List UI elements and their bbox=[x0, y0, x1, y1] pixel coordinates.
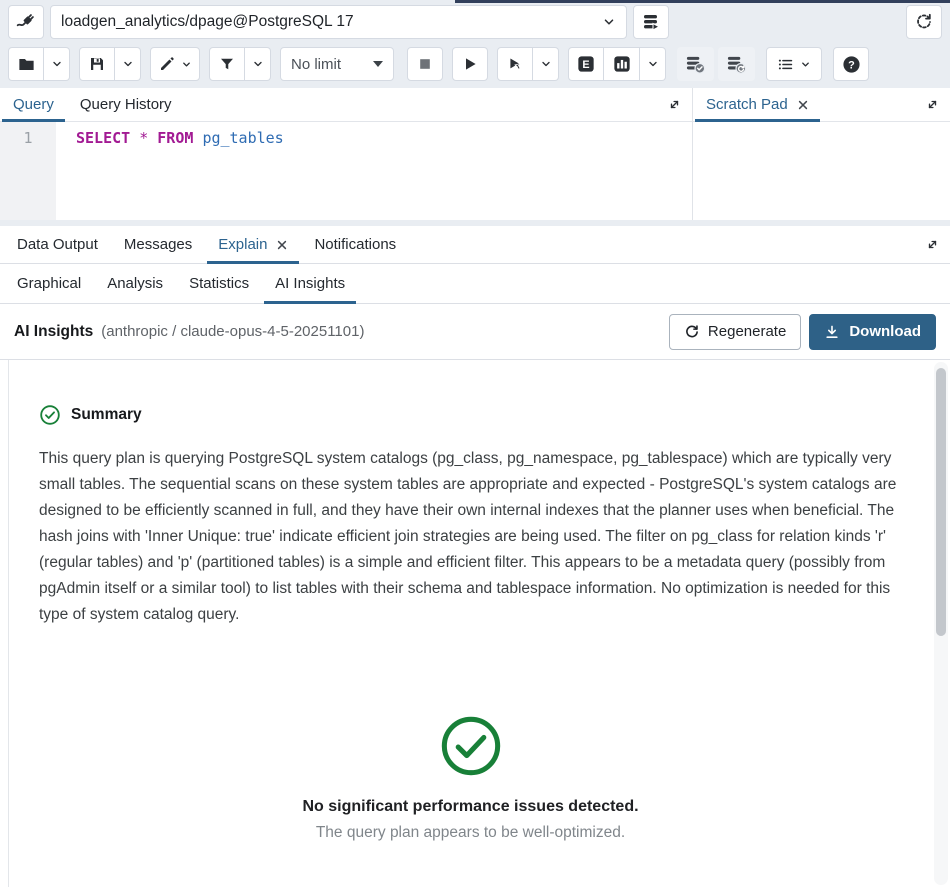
save-menu-button[interactable] bbox=[115, 47, 141, 81]
chevron-down-icon bbox=[252, 58, 264, 70]
stop-icon bbox=[417, 56, 433, 72]
stop-button[interactable] bbox=[407, 47, 443, 81]
execute-query-button[interactable] bbox=[497, 47, 533, 81]
connection-status-button[interactable] bbox=[8, 5, 44, 39]
chevron-down-icon bbox=[51, 58, 63, 70]
chevron-down-icon bbox=[181, 59, 192, 70]
tab-analysis-label: Analysis bbox=[107, 275, 164, 292]
tab-ai-insights[interactable] bbox=[262, 264, 358, 303]
tab-graphical-label: Graphical bbox=[17, 275, 82, 292]
vertical-scrollbar[interactable] bbox=[934, 362, 948, 885]
scrollbar-thumb[interactable] bbox=[936, 368, 946, 636]
explain-tabbar bbox=[0, 264, 950, 304]
explain-analyze-button[interactable] bbox=[604, 47, 640, 81]
connection-select-value: loadgen_analytics/dpage@PostgreSQL 17 bbox=[61, 13, 354, 30]
output-expand-button[interactable] bbox=[914, 226, 950, 263]
ai-insights-title: AI Insights bbox=[14, 322, 94, 340]
tab-ai-insights-label: AI Insights bbox=[275, 275, 346, 292]
tab-notifications-label: Notifications bbox=[314, 236, 397, 253]
commit-button[interactable] bbox=[677, 47, 714, 81]
download-label: Download bbox=[849, 323, 921, 340]
editor-tabbar bbox=[0, 88, 692, 122]
close-icon[interactable] bbox=[276, 239, 288, 251]
explain-badge-icon bbox=[577, 55, 595, 73]
big-check-circle-icon bbox=[439, 714, 503, 778]
regenerate-label: Regenerate bbox=[707, 323, 787, 340]
help-icon bbox=[842, 55, 861, 74]
expand-icon bbox=[925, 237, 940, 252]
tab-explain-label: Explain bbox=[218, 236, 268, 253]
result-subheading: The query plan appears to be well-optimized. bbox=[315, 824, 626, 841]
sql-table-name: pg_tables bbox=[202, 129, 284, 147]
summary-heading: Summary bbox=[71, 406, 142, 423]
tab-messages-label: Messages bbox=[123, 236, 193, 253]
tab-query[interactable] bbox=[0, 88, 67, 121]
database-new-connection-icon bbox=[641, 12, 661, 32]
open-file-button[interactable] bbox=[8, 47, 44, 81]
filter-menu-button[interactable] bbox=[245, 47, 271, 81]
editor-split bbox=[0, 88, 950, 220]
chevron-down-icon bbox=[602, 15, 616, 29]
query-toolbar bbox=[0, 44, 950, 88]
play-cursor-icon bbox=[507, 56, 524, 73]
folder-icon bbox=[17, 55, 36, 74]
plug-icon bbox=[16, 12, 36, 32]
regenerate-button[interactable] bbox=[669, 314, 801, 350]
scratch-pad-content[interactable] bbox=[693, 122, 950, 220]
download-button[interactable] bbox=[809, 314, 936, 350]
tab-explain[interactable] bbox=[205, 226, 301, 263]
summary-text: This query plan is querying PostgreSQL system catalogs (pg_class, pg_namespace, pg_tablespace) which are typically very small tables. The sequential scans on these system tables are appropriate and expected - PostgreSQL's system catalogs are designed to be efficiently scanned in full, and they have their own internal indexes that the planner uses when beneficial. The hash joins with 'Inner Unique: true' indicate efficient join strategies are being used. The filter on pg_class for relation kinds 'r' (regular tables) and 'p' (partitioned tables) is a simple and efficient filter. This appears to be a metadata query (possibly from pgAdmin itself or a similar tool) to list tables with their schema and tablespace information. No optimization is needed for this type of system catalog query. bbox=[39, 450, 897, 623]
tab-query-history[interactable] bbox=[67, 88, 185, 121]
pencil-icon bbox=[158, 55, 176, 73]
sql-keyword-from: FROM bbox=[157, 129, 194, 147]
help-button[interactable] bbox=[833, 47, 869, 81]
regenerate-icon bbox=[684, 324, 700, 340]
save-group bbox=[79, 47, 141, 81]
tab-scratch-pad[interactable] bbox=[693, 88, 822, 121]
sql-editor[interactable] bbox=[0, 122, 692, 220]
ai-insights-body bbox=[0, 360, 950, 887]
close-icon[interactable] bbox=[797, 99, 809, 111]
tab-data-output-label: Data Output bbox=[17, 236, 98, 253]
ai-insights-header bbox=[0, 304, 950, 360]
ai-insights-content bbox=[8, 360, 928, 887]
open-file-group bbox=[8, 47, 70, 81]
database-rollback-icon bbox=[726, 54, 747, 75]
query-editor-panel bbox=[0, 88, 692, 220]
new-connection-button[interactable] bbox=[633, 5, 669, 39]
chevron-down-icon bbox=[540, 58, 552, 70]
tab-messages[interactable] bbox=[111, 226, 205, 263]
tab-query-history-label: Query History bbox=[79, 96, 172, 113]
chevron-down-icon bbox=[122, 58, 134, 70]
expand-icon bbox=[667, 97, 682, 112]
explain-group bbox=[568, 47, 666, 81]
result-heading: No significant performance issues detected. bbox=[302, 798, 639, 815]
download-icon bbox=[824, 324, 840, 340]
result-block bbox=[39, 714, 902, 842]
execute-query-group bbox=[497, 47, 559, 81]
filter-button[interactable] bbox=[209, 47, 245, 81]
sql-keyword-select: SELECT bbox=[76, 129, 131, 147]
refresh-button[interactable] bbox=[906, 5, 942, 39]
explain-badge-glyph: E bbox=[582, 58, 590, 71]
sql-code-line[interactable] bbox=[56, 122, 692, 220]
list-icon bbox=[777, 56, 794, 73]
tab-statistics[interactable] bbox=[176, 264, 262, 303]
bar-chart-badge-icon bbox=[613, 55, 631, 73]
open-file-menu-button[interactable] bbox=[44, 47, 70, 81]
tab-statistics-label: Statistics bbox=[189, 275, 250, 292]
tab-query-label: Query bbox=[13, 96, 54, 113]
connection-select[interactable] bbox=[50, 5, 627, 39]
scratch-expand-button[interactable] bbox=[914, 88, 950, 121]
editor-expand-button[interactable] bbox=[656, 88, 692, 121]
edit-menu-button[interactable] bbox=[150, 47, 200, 81]
play-icon bbox=[462, 56, 478, 72]
execute-menu-button[interactable] bbox=[533, 47, 559, 81]
window-top-strip bbox=[455, 0, 950, 3]
sql-star: * bbox=[139, 129, 149, 147]
refresh-icon bbox=[914, 12, 934, 32]
save-button[interactable] bbox=[79, 47, 115, 81]
funnel-icon bbox=[218, 55, 236, 73]
tab-scratch-pad-label: Scratch Pad bbox=[706, 96, 788, 113]
chevron-down-icon bbox=[647, 58, 659, 70]
expand-icon bbox=[925, 97, 940, 112]
transaction-group bbox=[677, 47, 755, 81]
database-commit-icon bbox=[685, 54, 706, 75]
explain-menu-button[interactable] bbox=[640, 47, 666, 81]
tab-graphical[interactable] bbox=[4, 264, 94, 303]
check-circle-icon bbox=[39, 404, 61, 426]
scratch-pad-panel bbox=[692, 88, 950, 220]
output-panel bbox=[0, 226, 950, 887]
tab-analysis[interactable] bbox=[94, 264, 176, 303]
tab-data-output[interactable] bbox=[4, 226, 111, 263]
editor-gutter bbox=[0, 122, 56, 220]
macros-menu-button[interactable] bbox=[766, 47, 822, 81]
connection-bar bbox=[0, 0, 950, 44]
line-number: 1 bbox=[23, 129, 33, 147]
row-limit-select[interactable] bbox=[280, 47, 394, 81]
rollback-button[interactable] bbox=[718, 47, 755, 81]
caret-down-icon bbox=[373, 61, 383, 67]
chevron-down-icon bbox=[800, 59, 811, 70]
execute-script-button[interactable] bbox=[452, 47, 488, 81]
explain-button[interactable] bbox=[568, 47, 604, 81]
ai-model-info: (anthropic / claude-opus-4-5-20251101) bbox=[101, 323, 365, 340]
summary-row bbox=[39, 404, 902, 426]
tab-notifications[interactable] bbox=[301, 226, 409, 263]
filter-group bbox=[209, 47, 271, 81]
scratch-tabbar bbox=[693, 88, 950, 122]
help-glyph: ? bbox=[847, 59, 855, 72]
row-limit-value: No limit bbox=[291, 55, 342, 73]
save-icon bbox=[88, 55, 106, 73]
output-tabbar bbox=[0, 226, 950, 264]
